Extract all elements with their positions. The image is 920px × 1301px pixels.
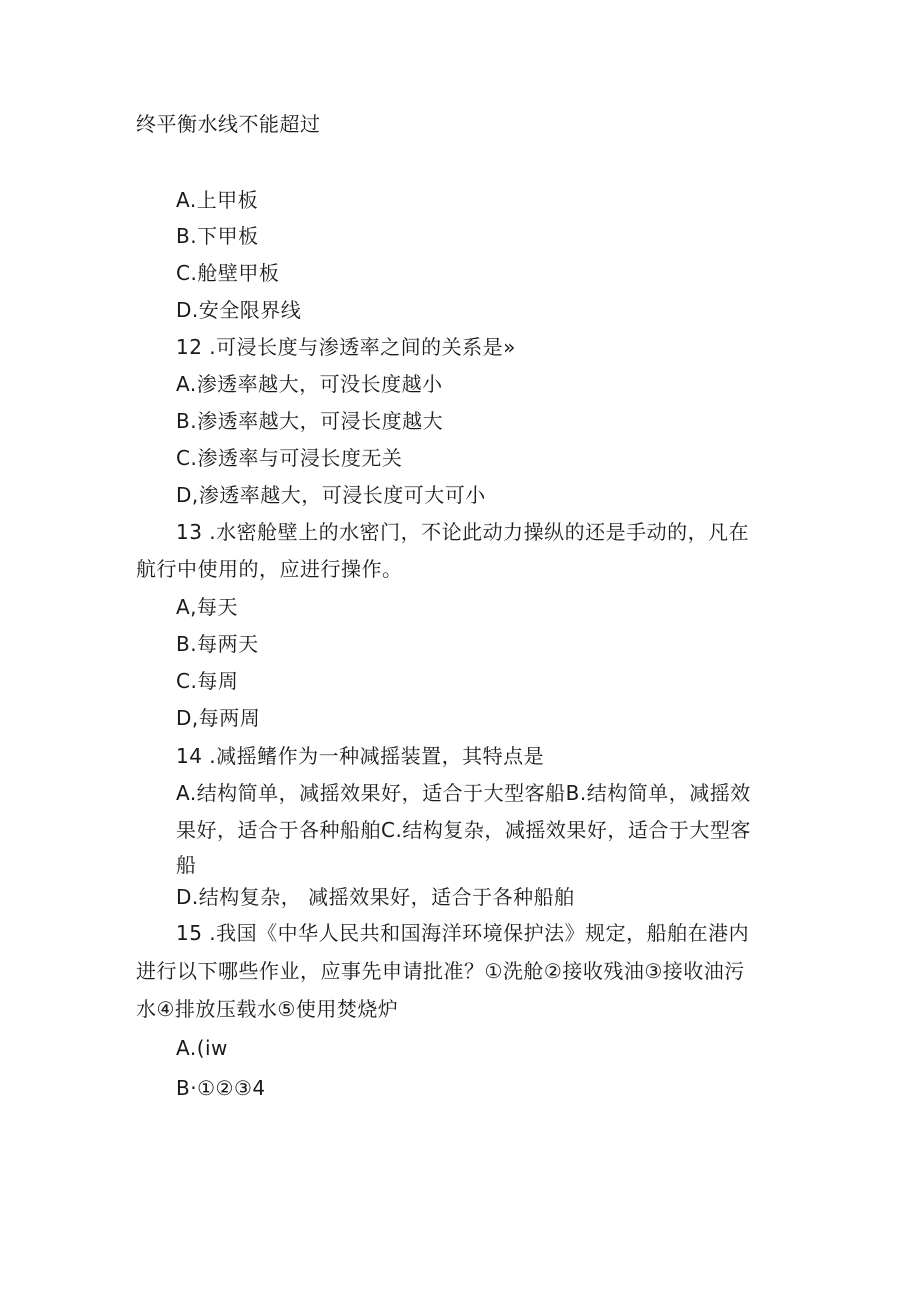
option-d: D,渗透率越大，可浸长度可大可小 bbox=[176, 483, 486, 507]
option-b: B.渗透率越大，可浸长度越大 bbox=[176, 409, 444, 433]
question-14: 14 .减摇鳍作为一种减摇装置，其特点是 bbox=[176, 744, 545, 768]
option-b: B.下甲板 bbox=[176, 224, 259, 248]
option-line: 船 bbox=[176, 853, 197, 877]
option-a: A,每天 bbox=[176, 595, 239, 619]
option-b: B.每两天 bbox=[176, 632, 259, 656]
option-a: A.渗透率越大，可没长度越小 bbox=[176, 372, 443, 396]
question-15-cont: 进行以下哪些作业，应事先申请批准？①洗舱②接收残油③接收油污 bbox=[136, 959, 745, 983]
question-13: 13 .水密舱壁上的水密门，不论此动力操纵的还是手动的，凡在 bbox=[176, 520, 750, 544]
question-12: 12 .可浸长度与渗透率之间的关系是» bbox=[176, 335, 516, 359]
option-a: A.上甲板 bbox=[176, 188, 259, 212]
question-15-cont: 水④排放压载水⑤使用焚烧炉 bbox=[136, 997, 399, 1021]
option-b: B·①②③4 bbox=[176, 1076, 266, 1100]
option-line: 果好，适合于各种船舶C.结构复杂，减摇效果好，适合于大型客 bbox=[176, 818, 751, 842]
option-a: A.(iw bbox=[176, 1036, 228, 1060]
text-line: 终平衡水线不能超过 bbox=[136, 112, 321, 136]
option-c: C.每周 bbox=[176, 669, 239, 693]
option-line: A.结构简单，减摇效果好，适合于大型客船B.结构简单，减摇效 bbox=[176, 781, 751, 805]
option-c: C.舱壁甲板 bbox=[176, 261, 280, 285]
question-15: 15 .我国《中华人民共和国海洋环境保护法》规定，船舶在港内 bbox=[176, 921, 750, 945]
question-13-cont: 航行中使用的，应进行操作。 bbox=[136, 557, 403, 581]
option-d: D.结构复杂， 减摇效果好，适合于各种船舶 bbox=[176, 885, 575, 909]
option-d: D,每两周 bbox=[176, 706, 261, 730]
option-c: C.渗透率与可浸长度无关 bbox=[176, 446, 403, 470]
option-d: D.安全限界线 bbox=[176, 298, 302, 322]
